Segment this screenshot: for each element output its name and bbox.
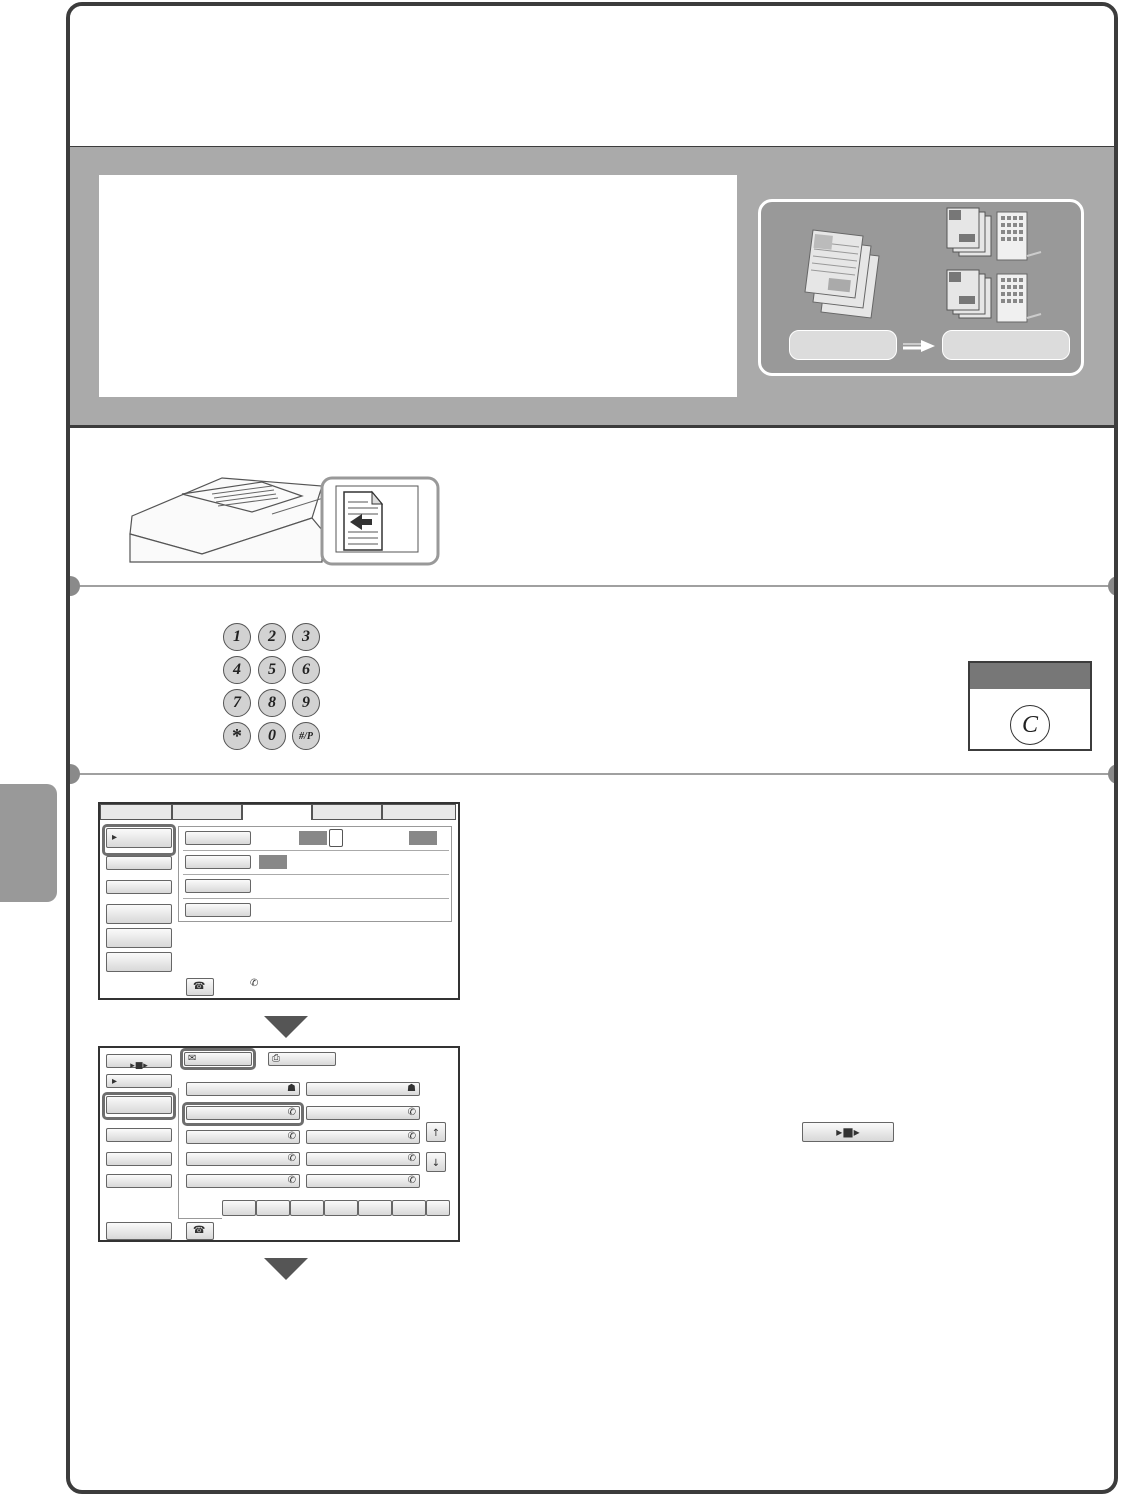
address-entry-9[interactable]: ✆ (186, 1174, 300, 1188)
address-book-icon-2: ☎ (193, 1225, 206, 1236)
intro-text (99, 175, 737, 207)
address-input-button[interactable] (186, 1222, 214, 1240)
down-triangle-icon-1 (264, 1016, 308, 1038)
setting-button-4[interactable] (185, 903, 251, 917)
address-book-button[interactable] (186, 978, 214, 996)
key-8[interactable]: 8 (258, 689, 286, 717)
tab-4[interactable] (312, 804, 382, 820)
speed-dial-icon: ✆ (250, 978, 259, 989)
down-triangle-icon-2 (264, 1258, 308, 1280)
fax-base-screen (98, 802, 460, 1000)
setting-value-3 (259, 855, 287, 869)
tab-1[interactable] (100, 804, 172, 820)
title-area (70, 6, 1114, 149)
setting-button-3[interactable] (185, 879, 251, 893)
address-entry-10[interactable]: ✆ (306, 1174, 420, 1188)
key-7[interactable]: 7 (223, 689, 251, 717)
index-tab-1[interactable] (222, 1200, 256, 1216)
step-divider-2 (70, 773, 1114, 775)
email-tab[interactable]: ✉ (184, 1052, 252, 1066)
left-menu-button-5[interactable] (106, 928, 172, 948)
left-button-2[interactable] (106, 1096, 172, 1114)
key-6[interactable]: 6 (292, 656, 320, 684)
row-divider-2 (183, 874, 449, 875)
divider-dot-left-2 (66, 764, 80, 784)
clear-key-panel (968, 661, 1092, 751)
key-hash-p[interactable]: #/P (292, 722, 320, 750)
key-3[interactable]: 3 (292, 623, 320, 651)
index-tab-6[interactable] (392, 1200, 426, 1216)
page-frame (66, 2, 1118, 1494)
list-left-border (178, 1088, 179, 1218)
intro-text-box (99, 175, 737, 397)
setting-value-1 (299, 831, 327, 845)
row-divider-1 (183, 850, 449, 851)
clear-panel-header (970, 663, 1090, 689)
address-entry-6[interactable]: ✆ (306, 1130, 420, 1144)
left-bottom-button[interactable] (106, 1222, 172, 1240)
address-entry-5[interactable]: ✆ (186, 1130, 300, 1144)
setting-button-2[interactable] (185, 855, 251, 869)
destinations-caption-pill (942, 330, 1070, 360)
top-left-nav-button[interactable] (106, 1054, 172, 1071)
address-entry-7[interactable]: ✆ (186, 1152, 300, 1166)
up-arrow-icon: ↑ (431, 1128, 441, 1139)
step-divider-1 (70, 585, 1114, 587)
function-illustration (758, 199, 1084, 376)
index-tab-2[interactable] (256, 1200, 290, 1216)
scroll-up-button[interactable] (426, 1122, 446, 1142)
divider-dot-right-2 (1108, 764, 1118, 784)
originals-caption-pill (789, 330, 897, 360)
key-0[interactable]: 0 (258, 722, 286, 750)
address-entry-4[interactable]: ✆ (306, 1106, 420, 1120)
settings-panel (178, 826, 452, 922)
tab-5[interactable] (382, 804, 456, 820)
index-tab-4[interactable] (324, 1200, 358, 1216)
document-feeder-illustration (122, 474, 452, 566)
left-button-4[interactable] (106, 1152, 172, 1166)
stacked-pages-icon (801, 220, 901, 320)
down-arrow-icon: ↓ (431, 1158, 441, 1169)
key-4[interactable]: 4 (223, 656, 251, 684)
intro-band (70, 147, 1114, 428)
address-book-icon: ☎ (193, 981, 206, 992)
inline-nav-button[interactable] (802, 1122, 894, 1142)
inline-nav-symbol: ▸■▸ (836, 1125, 860, 1139)
left-button-3[interactable] (106, 1128, 172, 1142)
nav-symbol: ▸■▸ (130, 1061, 148, 1071)
left-menu-button-3[interactable] (106, 880, 172, 894)
original-size-icon (329, 829, 343, 847)
address-book-screen (98, 1046, 460, 1242)
key-5[interactable]: 5 (258, 656, 286, 684)
index-baseline (178, 1218, 222, 1219)
left-menu-button-6[interactable] (106, 952, 172, 972)
key-asterisk[interactable]: * (223, 722, 251, 750)
key-2[interactable]: 2 (258, 623, 286, 651)
left-menu-button-2[interactable] (106, 856, 172, 870)
clear-key-icon[interactable]: C (1010, 705, 1050, 745)
key-1[interactable]: 1 (223, 623, 251, 651)
tab-3-active[interactable] (242, 804, 312, 820)
fax-tab[interactable]: ⎙ (268, 1052, 336, 1066)
row-divider-3 (183, 898, 449, 899)
key-9[interactable]: 9 (292, 689, 320, 717)
tab-2[interactable] (172, 804, 242, 820)
index-tab-5[interactable] (358, 1200, 392, 1216)
numeric-keypad-illustration (220, 620, 330, 750)
address-entry-8[interactable]: ✆ (306, 1152, 420, 1166)
chapter-tab (0, 784, 57, 902)
address-entry-2[interactable]: ☗ (306, 1082, 420, 1096)
divider-dot-left-1 (66, 576, 80, 596)
left-menu-button-4[interactable] (106, 904, 172, 924)
index-tab-3[interactable] (290, 1200, 324, 1216)
index-tab-7[interactable] (426, 1200, 450, 1216)
building-with-fax-icon-2 (945, 268, 1045, 330)
setting-button-1[interactable] (185, 831, 251, 845)
scroll-down-button[interactable] (426, 1152, 446, 1172)
address-entry-1[interactable]: ☗ (186, 1082, 300, 1096)
left-menu-button-1[interactable]: ▸ (106, 828, 172, 848)
left-button-5[interactable] (106, 1174, 172, 1188)
building-with-fax-icon (945, 206, 1045, 268)
left-button-1[interactable]: ▸ (106, 1074, 172, 1088)
right-arrow-icon (901, 336, 939, 356)
address-entry-3[interactable]: ✆ (186, 1106, 300, 1120)
divider-dot-right-1 (1108, 576, 1118, 596)
setting-value-2 (409, 831, 437, 845)
